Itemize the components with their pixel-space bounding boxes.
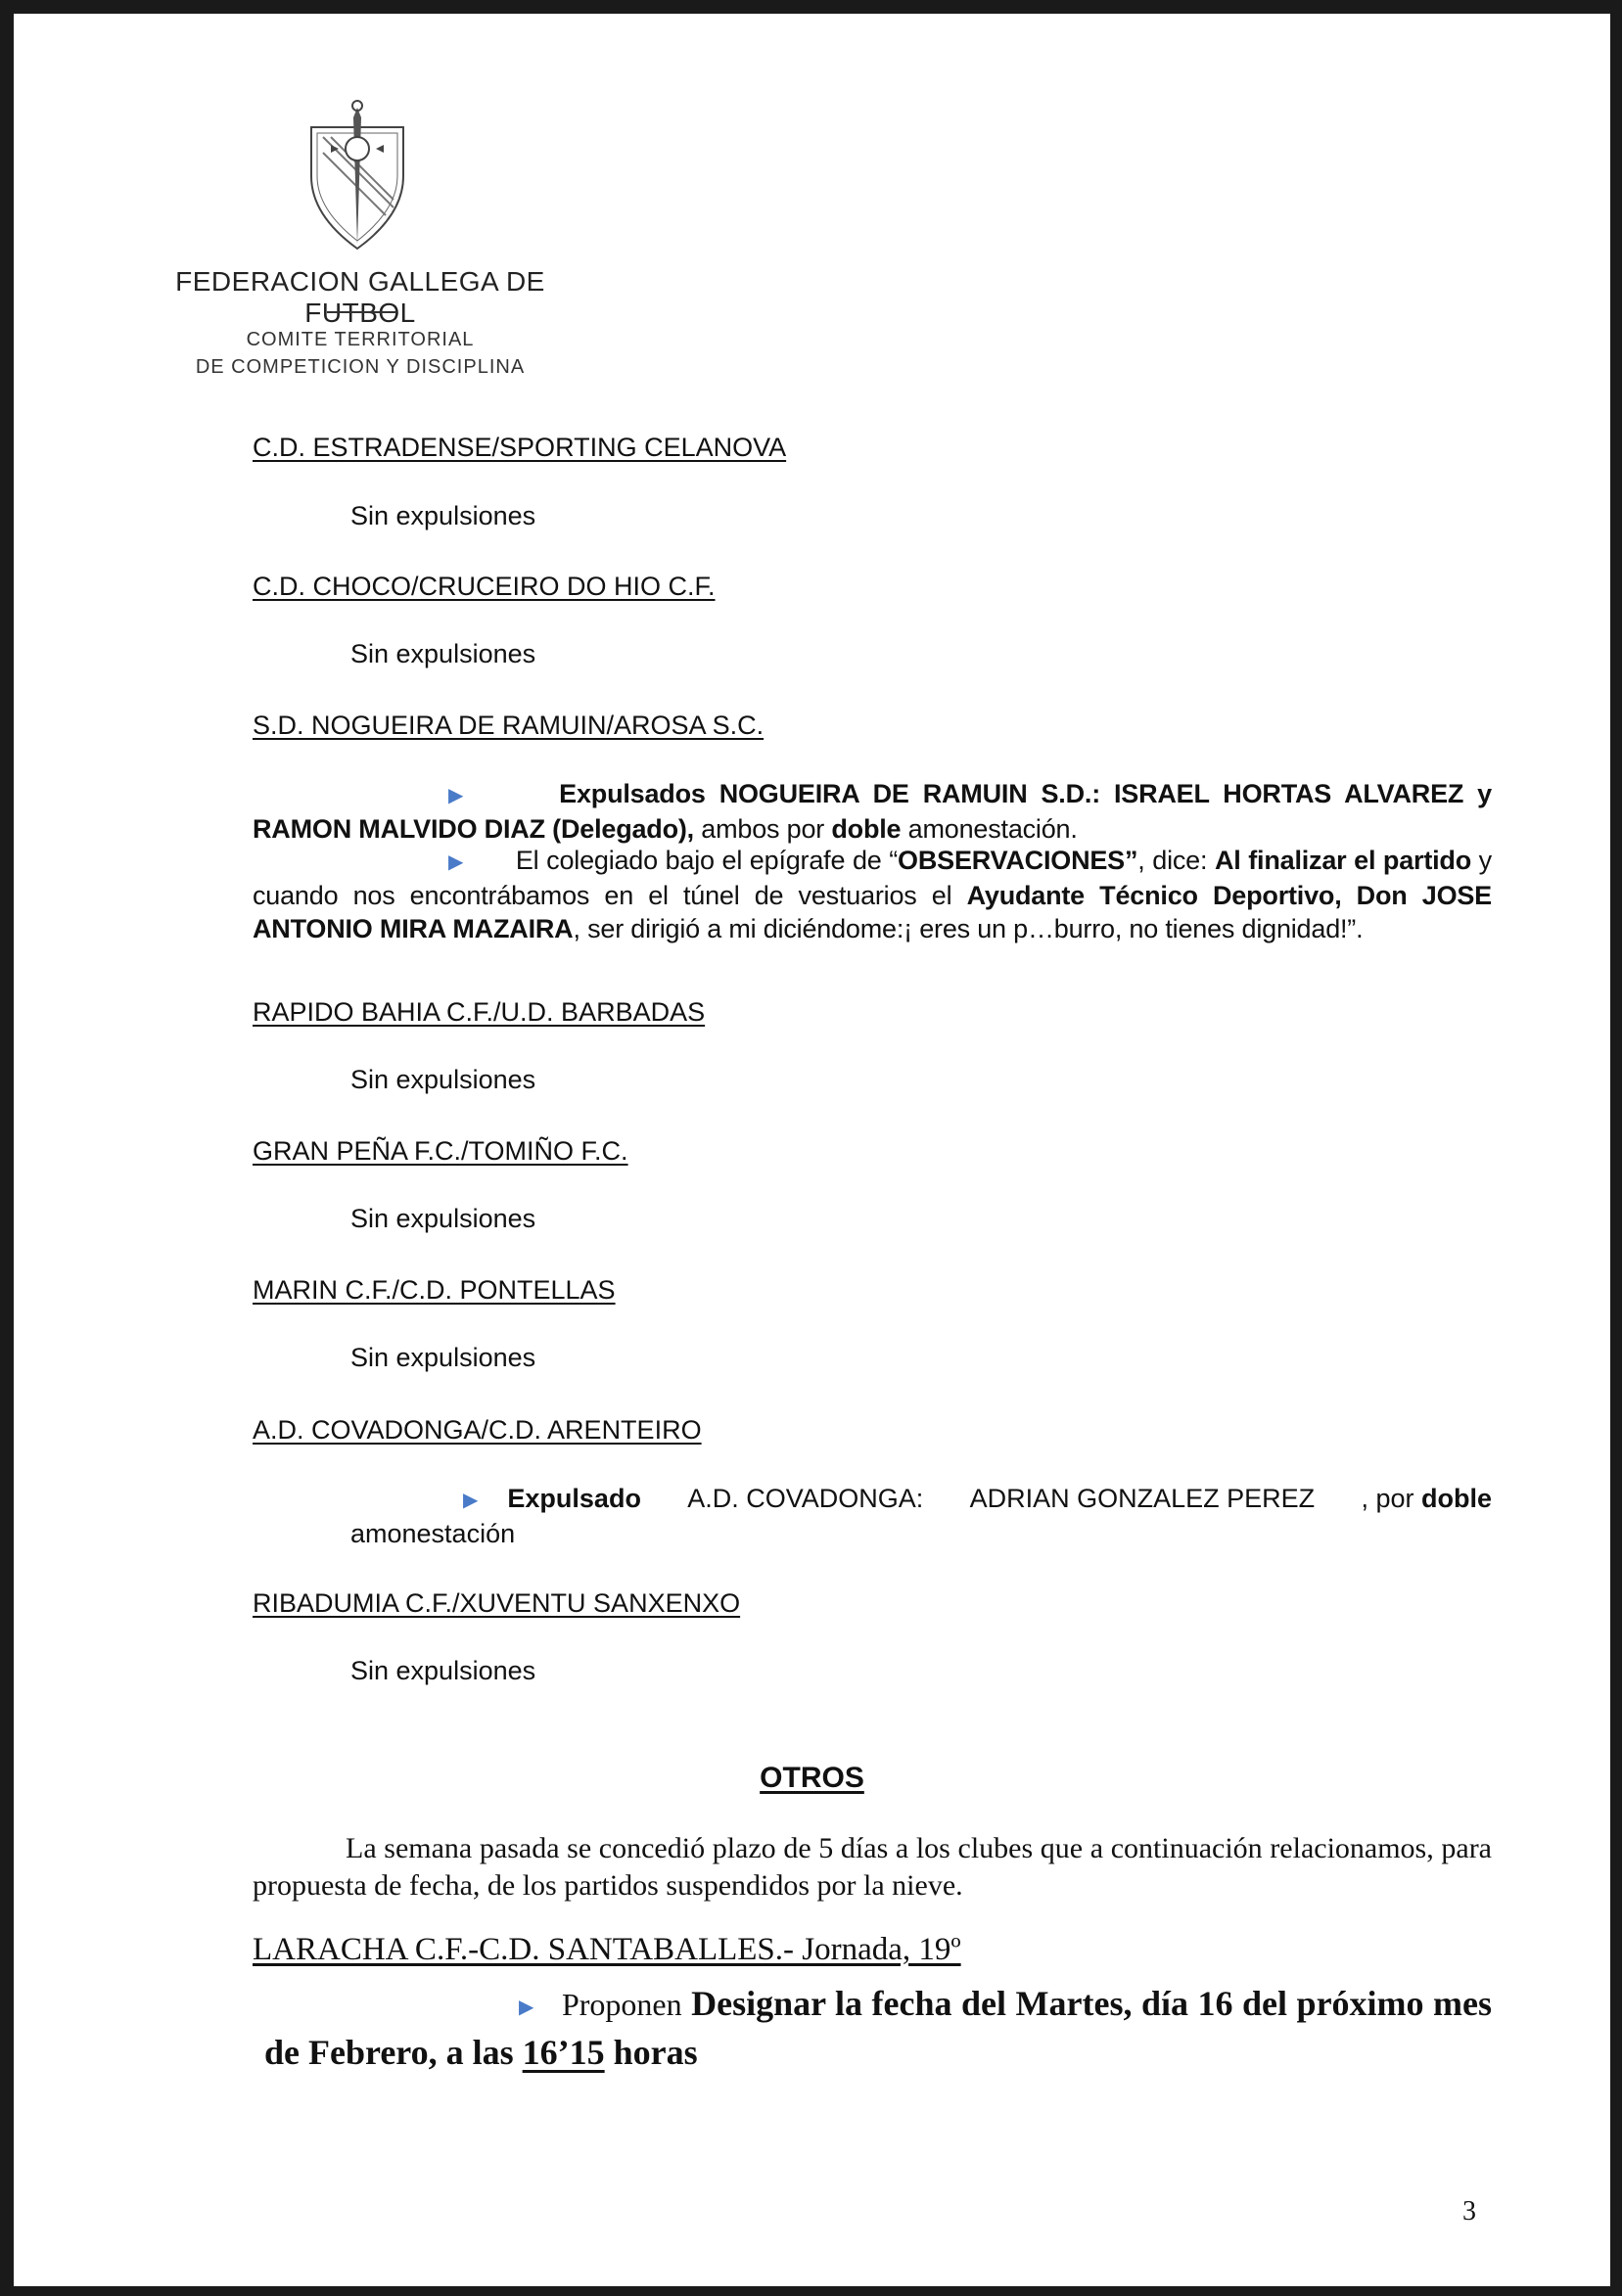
match-note: Sin expulsiones [350, 1343, 536, 1372]
match-title: MARIN C.F./C.D. PONTELLAS [253, 1275, 616, 1305]
otros-match-title: LARACHA C.F.-C.D. SANTABALLES.- Jornada, 19º [253, 1932, 961, 1967]
otros-paragraph: La semana pasada se concedió plazo de 5 días a los clubes que a continuación relacionamos, para propuesta de fecha, de los partidos suspendidos por la nieve. [253, 1832, 1492, 1902]
match-note: Sin expulsiones [350, 639, 536, 668]
header-divider [327, 311, 395, 313]
bullet-triangle-icon: ▶ [519, 1996, 534, 2018]
match-title: A.D. COVADONGA/C.D. ARENTEIRO [253, 1415, 702, 1445]
match-title: RAPIDO BAHIA C.F./U.D. BARBADAS [253, 997, 706, 1027]
referee-observation-paragraph: ▶ El colegiado bajo el epígrafe de “OBSERVACIONES”, dice: Al finalizar el partido y cuando nos encontrábamos en el túnel de vestuarios el Ayudante Técnico Deportivo, Don JOSE ANTONIO MIRA MAZAIRA, ser dirigió a mi diciéndome:¡ eres un p…burro, no tienes dignidad!”. [253, 846, 1492, 943]
match-note: Sin expulsiones [350, 1656, 536, 1685]
page-number: 3 [1462, 2196, 1476, 2227]
bullet-triangle-icon: ▶ [463, 1489, 479, 1511]
committee-line-2: DE COMPETICION Y DISCIPLINA [195, 356, 526, 378]
match-title: C.D. CHOCO/CRUCEIRO DO HIO C.F. [253, 572, 716, 601]
date-proposal: ▶ Proponen Designar la fecha del Martes, día 16 del próximo mes de Febrero, a las 16’15 horas [264, 1984, 1493, 2072]
match-title: C.D. ESTRADENSE/SPORTING CELANOVA [253, 433, 787, 462]
bullet-triangle-icon: ▶ [448, 850, 464, 873]
match-title: GRAN PEÑA F.C./TOMIÑO F.C. [253, 1136, 628, 1166]
match-note: Sin expulsiones [350, 1204, 536, 1233]
match-title: S.D. NOGUEIRA DE RAMUIN/AROSA S.C. [253, 711, 765, 740]
section-title-otros: OTROS [760, 1762, 864, 1794]
match-title: RIBADUMIA C.F./XUVENTU SANXENXO [253, 1588, 741, 1618]
federation-crest-logo [303, 98, 411, 254]
sanction-paragraph: ▶ Expulsados NOGUEIRA DE RAMUIN S.D.: ISRAEL HORTAS ALVAREZ y RAMON MALVIDO DIAZ (Delegado), ambos por doble amonestación. [253, 779, 1492, 844]
document-page [14, 14, 1610, 2286]
committee-line-1: COMITE TERRITORIAL [246, 329, 475, 350]
org-name: FEDERACION GALLEGA DE FUTBOL [175, 266, 545, 328]
match-note: Sin expulsiones [350, 501, 536, 530]
match-note: Sin expulsiones [350, 1065, 536, 1094]
bullet-triangle-icon: ▶ [448, 784, 464, 806]
covadonga-sanction: ▶ Expulsado A.D. COVADONGA: ADRIAN GONZALEZ PEREZ , por doble amonestación [350, 1484, 1492, 1548]
